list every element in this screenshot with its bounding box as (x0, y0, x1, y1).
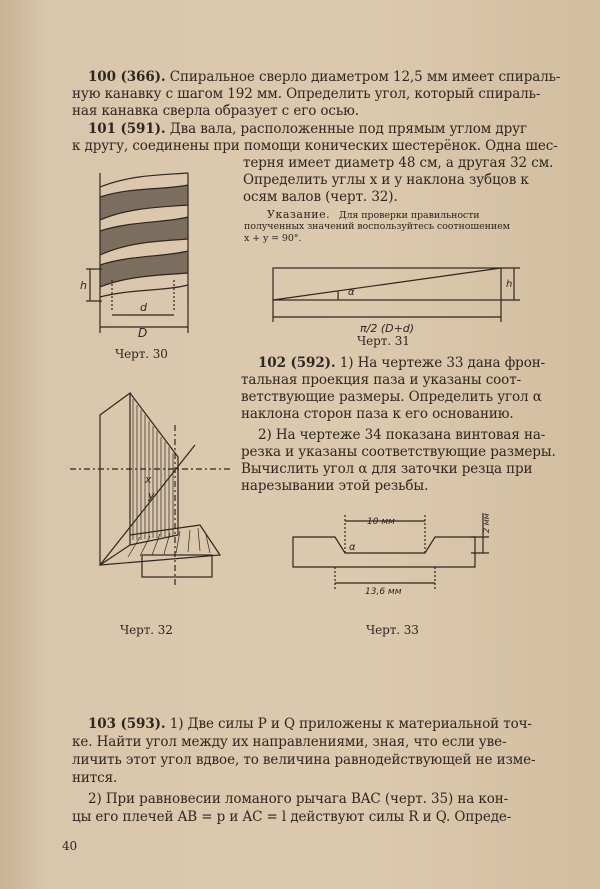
problem-102-line-6: резка и указаны соответствующие размеры. (241, 444, 556, 460)
figure-31-label-h: h (506, 279, 513, 290)
problem-101-line-5: осям валов (черт. 32). (243, 189, 398, 205)
problem-103-line-1: 103 (593). 1) Две силы P и Q приложены к материальной точ- (88, 716, 532, 732)
problem-103-line-2: ке. Найти угол между их направлениями, зная, что если уве- (72, 734, 507, 750)
problem-102-line-7: Вычислить угол α для заточки резца при (241, 461, 533, 477)
problem-102-line-2: тальная проекция паза и указаны соот- (241, 372, 522, 388)
figure-30-label-d: d (140, 301, 147, 314)
figure-33-label-side: 2 мм (482, 513, 491, 533)
problem-101-line-1: 101 (591). Два вала, расположенные под прямым углом друг (88, 121, 527, 137)
figure-31-caption: Черт. 31 (357, 334, 410, 348)
problem-100-line-2: ную канавку с шагом 192 мм. Определить угол, который спираль- (72, 86, 541, 102)
problem-101-number: 101 (591). (88, 121, 166, 137)
page-number: 40 (62, 839, 78, 853)
problem-102-line-5: 2) На чертеже 34 показана винтовая на- (258, 427, 546, 443)
problem-101-line-4: Определить углы x и y наклона зубцов к (243, 172, 529, 188)
figure-33-caption: Черт. 33 (366, 623, 419, 637)
figure-30-caption: Черт. 30 (115, 347, 168, 361)
problem-101-line-3: терня имеет диаметр 48 см, а другая 32 см. (243, 155, 554, 171)
problem-101-line-2: к другу, соединены при помощи конических шестерёнок. Одна шес- (72, 138, 558, 154)
problem-101-hint-line-2: полученных значений воспользуйтесь соотношением (244, 221, 510, 232)
figure-31-label-alpha: α (348, 287, 355, 298)
problem-101-hint-line-1: Указание. Для проверки правильности (267, 208, 480, 221)
figure-33-label-bottom: 13,6 мм (365, 587, 402, 597)
figure-32-bevel-gears (60, 385, 240, 585)
problem-103-line-6: цы его плечей AB = p и AC = l действуют силы R и Q. Опреде- (72, 809, 512, 825)
figure-31-triangle (268, 262, 528, 342)
figure-30-drill (70, 165, 230, 350)
figure-30-label-D: D (138, 326, 148, 340)
problem-103-line-4: нится. (72, 770, 118, 786)
problem-102-number: 102 (592). (258, 355, 336, 371)
problem-102-line-8: нарезывании этой резьбы. (241, 478, 429, 494)
problem-103-line-3: личить этот угол вдвое, то величина равнодействующей не изме- (72, 752, 536, 768)
figure-32-caption: Черт. 32 (120, 623, 173, 637)
figure-31-label-bottom: π/2 (D+d) (360, 322, 415, 335)
problem-101-hint-line-3: x + y = 90°. (244, 233, 302, 244)
figure-33-slot (285, 505, 495, 600)
problem-102-line-4: наклона сторон паза к его основанию. (241, 406, 514, 422)
problem-100-line-1: 100 (366). Спиральное сверло диаметром 12,5 мм имеет спираль- (88, 69, 561, 85)
figure-30-label-h: h (80, 279, 87, 292)
problem-103-line-5: 2) При равновесии ломаного рычага BAC (черт. 35) на кон- (88, 791, 509, 807)
hint-title: Указание. (267, 208, 331, 221)
problem-100-line-3: ная канавка сверла образует с его осью. (72, 103, 359, 119)
problem-103-number: 103 (593). (88, 716, 166, 732)
figure-33-label-alpha: α (349, 542, 356, 553)
problem-102-line-3: ветствующие размеры. Определить угол α (241, 389, 542, 405)
problem-102-line-1: 102 (592). 1) На чертеже 33 дана фрон- (258, 355, 546, 371)
problem-100-number: 100 (366). (88, 69, 166, 85)
figure-32-label-x: x (145, 473, 152, 486)
figure-32-label-y: y (148, 489, 155, 502)
figure-33-label-top: 10 мм (367, 517, 395, 527)
